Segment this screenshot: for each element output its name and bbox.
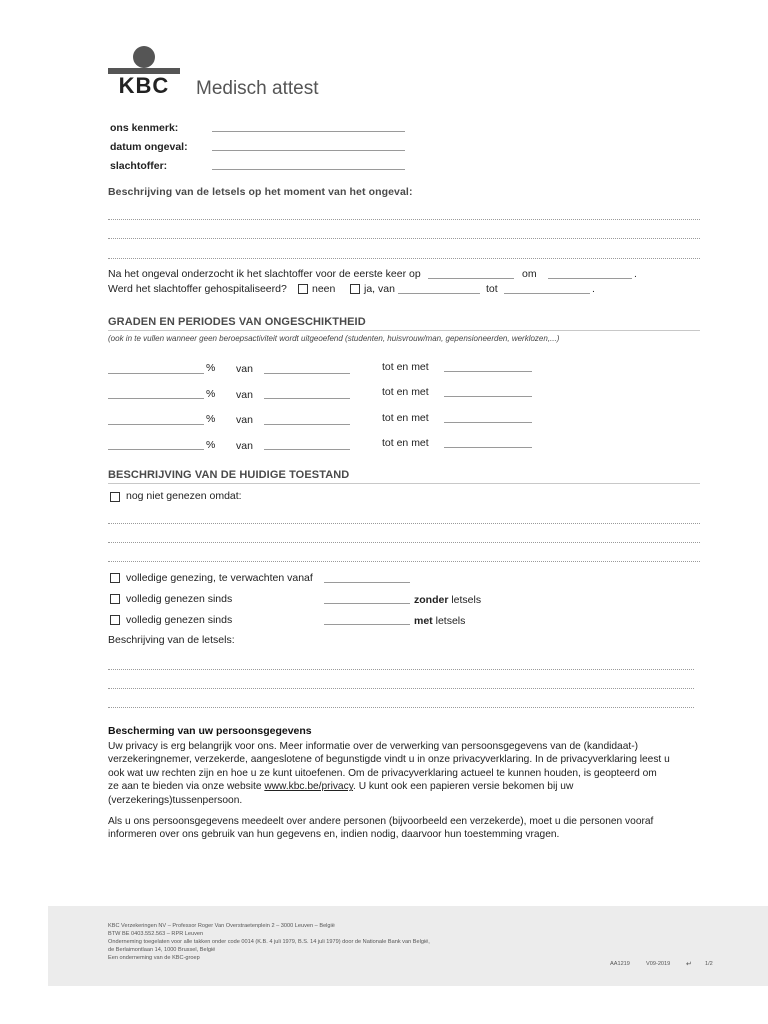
footer-version: V09-2019 <box>646 961 671 967</box>
graden-section-title: GRADEN EN PERIODES VAN ONGESCHIKTHEID <box>108 316 366 328</box>
genezen-met-checkbox[interactable] <box>110 615 120 625</box>
privacy-p1-line: Uw privacy is erg belangrijk voor ons. Meer informatie over de verwerking van persoonsgegevens van de (kandidaat-) <box>108 741 639 752</box>
slachtoffer-field[interactable] <box>212 169 405 170</box>
privacy-paragraph-1 <box>108 740 708 807</box>
footer-line-5: Een onderneming van de KBC-groep <box>108 955 200 961</box>
ja-van-label: ja, van <box>364 283 395 295</box>
nog-niet-checkbox[interactable] <box>110 492 120 502</box>
privacy-link[interactable]: www.kbc.be/privacy <box>264 781 354 793</box>
privacy-p1-line <box>108 780 708 793</box>
graden-title-rule <box>108 330 700 331</box>
kbc-logo-text: KBC <box>118 73 170 98</box>
letsels-line-1[interactable] <box>108 219 700 220</box>
neen-checkbox[interactable] <box>298 284 308 294</box>
graden-percent-field[interactable] <box>108 424 204 425</box>
met-letsels-label <box>414 615 465 627</box>
beschrijving-line-1[interactable] <box>108 669 694 670</box>
privacy-title: Bescherming van uw persoonsgegevens <box>108 725 312 737</box>
graden-percent-field[interactable] <box>108 373 204 374</box>
beschrijving-line-3[interactable] <box>108 707 694 708</box>
graden-van-field[interactable] <box>264 449 350 450</box>
gehospitaliseerd-question: Werd het slachtoffer gehospitaliseerd? <box>108 283 287 295</box>
privacy-p1-text: ze aan te bieden via onze website <box>108 781 265 793</box>
privacy-p1-line: verzekeringnemer, verzekerde, aangeslotene of begunstigde vindt u in onze privacyverklaring. In de privacyverklaring leest u <box>108 754 670 766</box>
graden-percent-field[interactable] <box>108 398 204 399</box>
graden-van-field[interactable] <box>264 398 350 399</box>
van-label: van <box>236 440 253 452</box>
footer-line-2: BTW BE 0403.552.563 – RPR Leuven <box>108 931 204 937</box>
footer-form-code: AA1219 <box>610 961 630 967</box>
graden-van-field[interactable] <box>264 373 350 374</box>
privacy-paragraph-2 <box>108 815 708 842</box>
datum-ongeval-field[interactable] <box>212 150 405 151</box>
beschrijving-letsels-label: Beschrijving van de letsels: <box>108 634 235 646</box>
zonder-word: zonder <box>414 594 449 606</box>
onderzocht-datum-field[interactable] <box>428 278 514 279</box>
footer-line-4: de Berlaimontlaan 14, 1000 Brussel, België <box>108 947 216 953</box>
hospitalisatie-dot: . <box>592 283 595 295</box>
page-title: Medisch attest <box>196 78 319 99</box>
ja-checkbox[interactable] <box>350 284 360 294</box>
slachtoffer-label: slachtoffer: <box>110 160 168 172</box>
huidige-title-rule <box>108 483 700 484</box>
hospitalisatie-tot-field[interactable] <box>504 293 590 294</box>
privacy-p2-line: Als u ons persoonsgegevens meedeelt over andere personen (bijvoorbeeld een verzekerde), moet u die personen vooraf <box>108 816 654 827</box>
letsels-word: letsels <box>432 615 466 627</box>
percent-label: % <box>206 388 216 400</box>
nog-niet-label: nog niet genezen omdat: <box>126 490 242 502</box>
graden-note: (ook in te vullen wanneer geen beroepsactiviteit wordt uitgeoefend (studenten, huisvrouw/man, gepensioneerden, werklozen,...) <box>108 334 560 343</box>
om-label: om <box>522 268 537 280</box>
nog-niet-line-1[interactable] <box>108 523 700 524</box>
volledige-genezing-field[interactable] <box>324 582 410 583</box>
footer-line-3: Onderneming toegelaten voor alle takken onder code 0014 (K.B. 4 juli 1979, B.S. 14 juli 1979) door de Nationale Bank van België, <box>108 939 430 945</box>
van-label: van <box>236 363 253 375</box>
kbc-logo <box>108 44 180 100</box>
graden-tot-field[interactable] <box>444 447 532 448</box>
volledige-genezing-label: volledige genezing, te verwachten vanaf <box>126 572 313 584</box>
zonder-letsels-label <box>414 594 481 606</box>
privacy-p2-line: informeren over ons gebruik van hun gegevens en, indien nodig, daarvoor hun toestemming vragen. <box>108 829 560 841</box>
privacy-p1-text: . U kunt ook een papieren versie bekomen bij uw <box>353 781 574 793</box>
datum-ongeval-label: datum ongeval: <box>110 141 188 153</box>
letsels-word: letsels <box>448 594 482 606</box>
ons-kenmerk-field[interactable] <box>212 131 405 132</box>
percent-label: % <box>206 413 216 425</box>
genezen-met-field[interactable] <box>324 624 410 625</box>
percent-label: % <box>206 439 216 451</box>
beschrijving-letsels-heading: Beschrijving van de letsels op het moment van het ongeval: <box>108 186 413 198</box>
tot-en-met-label: tot en met <box>382 361 429 373</box>
nog-niet-line-2[interactable] <box>108 542 700 543</box>
genezen-met-label: volledig genezen sinds <box>126 614 233 626</box>
genezen-zonder-checkbox[interactable] <box>110 594 120 604</box>
genezen-zonder-field[interactable] <box>324 603 410 604</box>
van-label: van <box>236 389 253 401</box>
ons-kenmerk-label: ons kenmerk: <box>110 122 179 134</box>
onderzocht-uur-field[interactable] <box>548 278 632 279</box>
percent-label: % <box>206 362 216 374</box>
tot-en-met-label: tot en met <box>382 386 429 398</box>
tot-en-met-label: tot en met <box>382 437 429 449</box>
privacy-p1-line: ook wat uw rechten zijn en hoe u ze kunt uitoefenen. Om de privacyverklaring actueel te kunnen houden, is geopteerd om <box>108 767 657 779</box>
beschrijving-line-2[interactable] <box>108 688 694 689</box>
onderzocht-dot: . <box>634 268 637 280</box>
graden-van-field[interactable] <box>264 424 350 425</box>
neen-label: neen <box>312 283 336 295</box>
met-word: met <box>414 615 433 627</box>
onderzocht-sentence: Na het ongeval onderzocht ik het slachtoffer voor de eerste keer op <box>108 268 421 280</box>
volledige-genezing-checkbox[interactable] <box>110 573 120 583</box>
huidige-section-title: BESCHRIJVING VAN DE HUIDIGE TOESTAND <box>108 469 350 481</box>
tot-label: tot <box>486 283 498 295</box>
graden-tot-field[interactable] <box>444 422 532 423</box>
footer-line-1: KBC Verzekeringen NV – Professor Roger Van Overstraetenplein 2 – 3000 Leuven – België <box>108 923 335 929</box>
letsels-line-3[interactable] <box>108 258 700 259</box>
nog-niet-line-3[interactable] <box>108 561 700 562</box>
graden-tot-field[interactable] <box>444 371 532 372</box>
privacy-p1-line: (verzekerings)tussenpersoon. <box>108 794 243 806</box>
graden-percent-field[interactable] <box>108 449 204 450</box>
hospitalisatie-van-field[interactable] <box>398 293 480 294</box>
genezen-zonder-label: volledig genezen sinds <box>126 593 233 605</box>
footer-page-number: 1/2 <box>705 961 713 967</box>
graden-tot-field[interactable] <box>444 396 532 397</box>
tot-en-met-label: tot en met <box>382 412 429 424</box>
van-label: van <box>236 414 253 426</box>
footer <box>48 906 768 986</box>
footer-turn-icon: ↵ <box>686 961 692 968</box>
letsels-line-2[interactable] <box>108 238 700 239</box>
